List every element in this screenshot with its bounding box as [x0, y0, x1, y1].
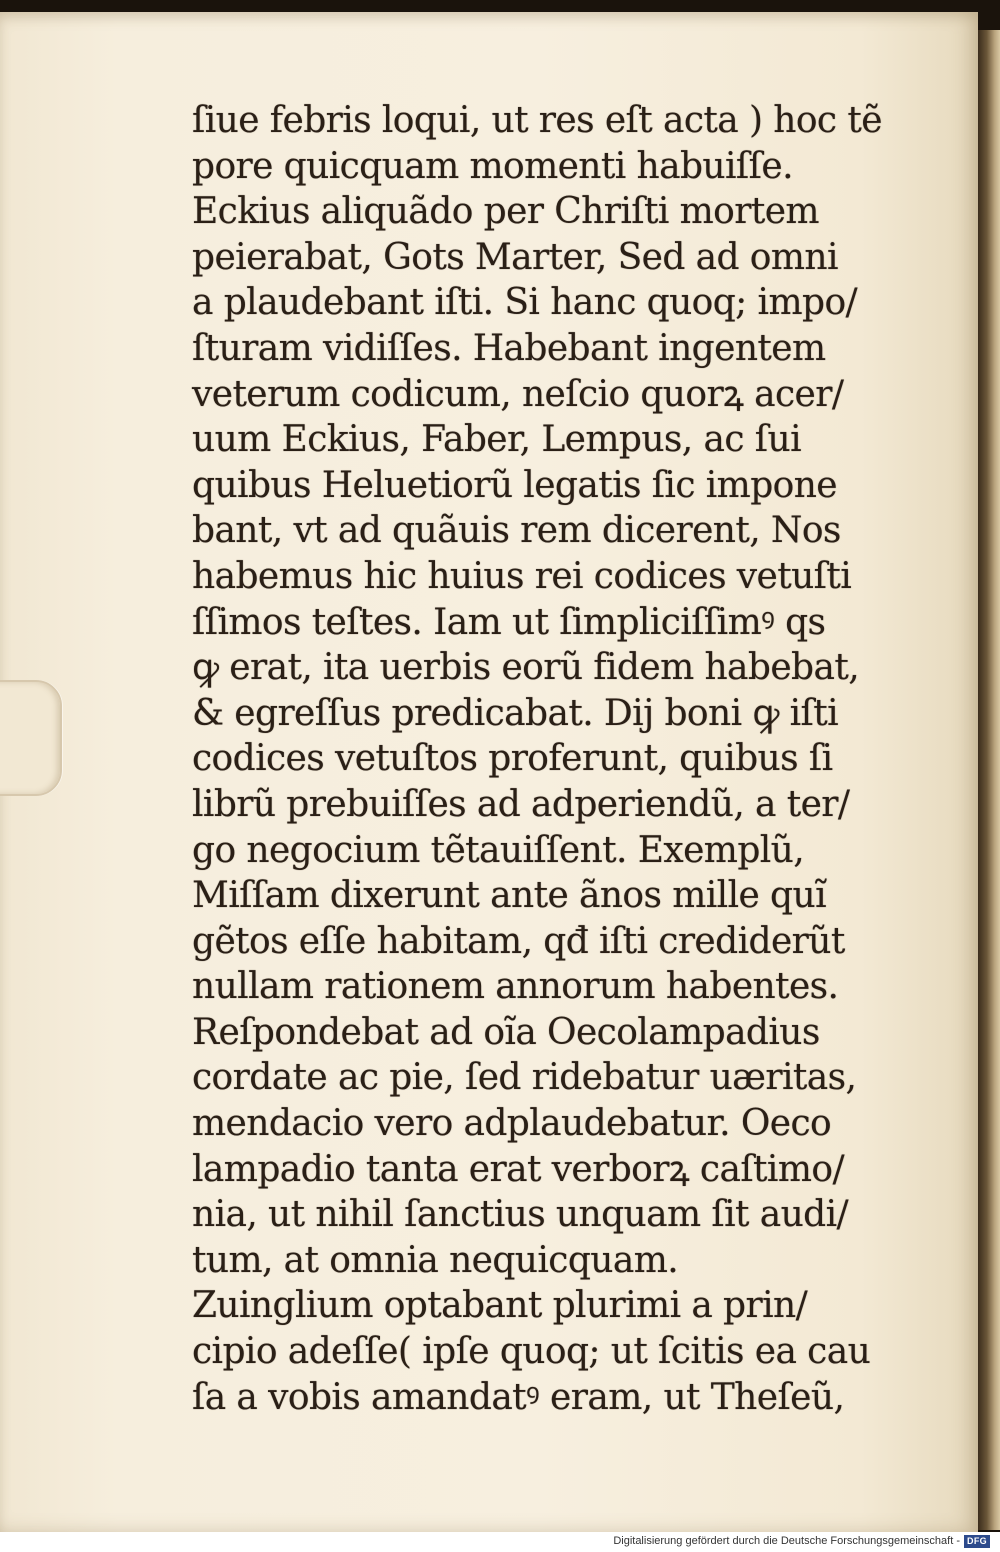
text-line: quibus Heluetiorũ legatis ſic impone — [192, 464, 838, 506]
page-tab-mark — [0, 680, 62, 796]
text-line: ꝙ erat, ita uerbis eorũ fidem habebat, — [192, 647, 860, 689]
page-text — [192, 98, 882, 1420]
text-line: pore quicquam momenti habuiſſe. — [192, 145, 793, 187]
text-line: cipio adeſſe( ipſe quoq; ut ſcitis ea cau — [192, 1331, 871, 1373]
text-line: ſiue febris loqui, ut res eſt acta ) hoc tẽ — [192, 100, 882, 141]
text-line: ſſimos teſtes. Iam ut ſimpliciſſimꝰ qs — [192, 601, 826, 643]
text-line: Eckius aliquãdo per Chriſti mortem — [192, 191, 819, 233]
text-line: gẽtos eſſe habitam, qđ iſti crediderũt — [192, 920, 845, 962]
footer-bar — [0, 1532, 1000, 1552]
text-line: Reſpondebat ad oĩa Oecolampadius — [192, 1011, 820, 1053]
text-line: & egreſſus predicabat. Dij boni ꝙ iſti — [192, 692, 839, 734]
text-line: nullam rationem annorum habentes. — [192, 966, 839, 1008]
text-line: ſa a vobis amandatꝰ eram, ut Theſeũ, — [192, 1376, 845, 1418]
text-line: lampadio tanta erat verborꝝ caſtimo/ — [192, 1148, 844, 1190]
text-line: ſturam vidiſſes. Habebant ingentem — [192, 327, 826, 369]
text-line: nia, ut nihil ſanctius unquam ſit audi/ — [192, 1194, 849, 1236]
text-line: Miſſam dixerunt ante ãnos mille quĩ — [192, 875, 826, 917]
text-line: uum Eckius, Faber, Lempus, ac ſui — [192, 419, 801, 461]
text-line: go negocium tẽtauiſſent. Exemplũ, — [192, 829, 805, 871]
text-line: veterum codicum, neſcio quorꝝ acer/ — [192, 373, 844, 415]
text-line: mendacio vero adplaudebatur. Oeco — [192, 1103, 832, 1145]
text-line: codices vetuſtos proferunt, quibus ſi — [192, 738, 833, 780]
text-line: bant, vt ad quãuis rem dicerent, Nos — [192, 510, 841, 552]
text-line: peierabat, Gots Marter, Sed ad omni — [192, 236, 838, 278]
text-line: cordate ac pie, ſed ridebatur uæritas, — [192, 1057, 857, 1099]
funding-credit: Digitalisierung gefördert durch die Deutsche Forschungsgemeinschaft - — [613, 1535, 960, 1547]
text-line: librũ prebuiſſes ad adperiendũ, a ter/ — [192, 783, 850, 825]
text-line: tum, at omnia nequicquam. — [192, 1239, 679, 1281]
book-page — [0, 12, 978, 1532]
dfg-logo[interactable]: DFG — [964, 1535, 990, 1548]
text-line: a plaudebant iſti. Si hanc quoq; impo/ — [192, 282, 858, 324]
adjacent-page-edge — [978, 30, 1000, 1530]
text-line: Zuinglium optabant plurimi a prin/ — [192, 1285, 808, 1327]
text-line: habemus hic huius rei codices vetuſti — [192, 555, 852, 597]
